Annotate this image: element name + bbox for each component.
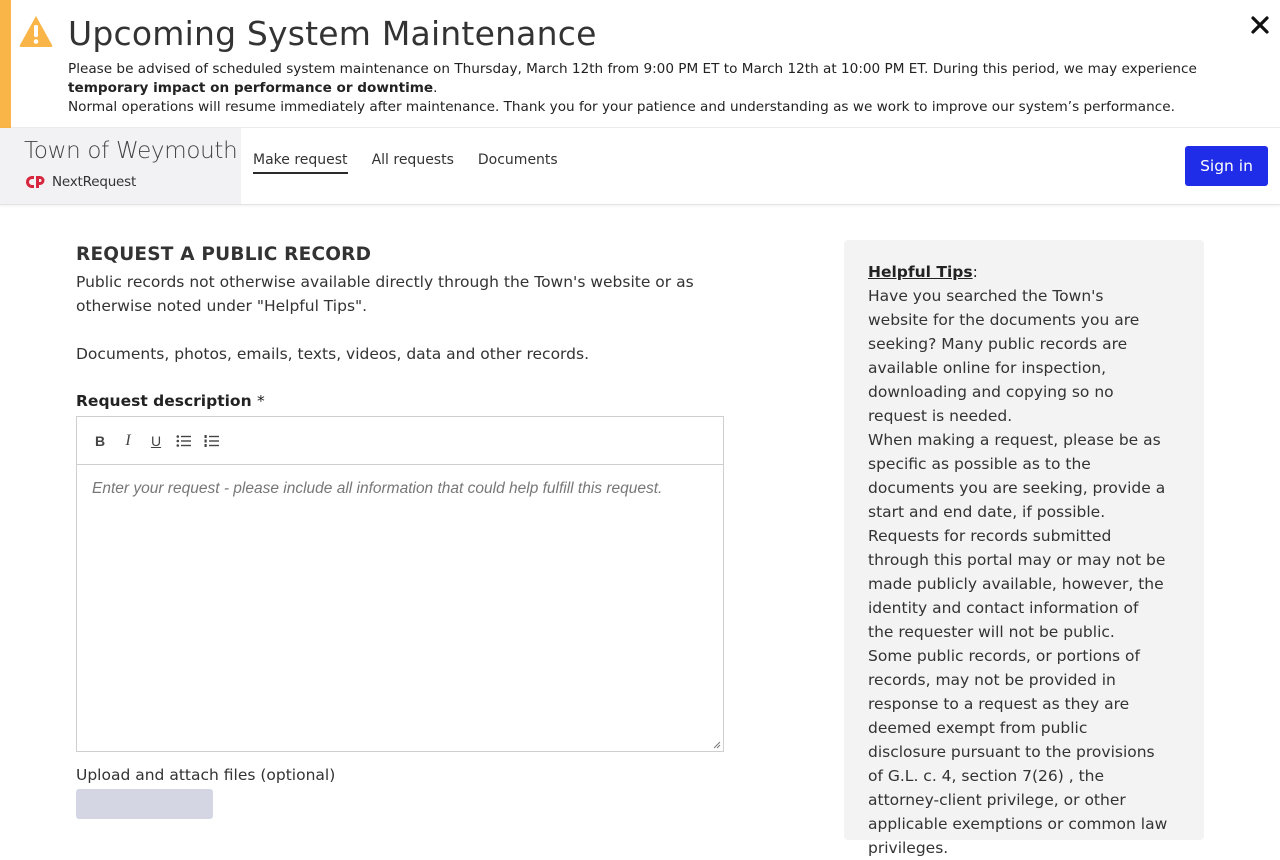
- helpful-tips-panel: [844, 240, 1204, 857]
- banner-title: Upcoming System Maintenance: [68, 14, 597, 53]
- nextrequest-label: NextRequest: [52, 174, 137, 190]
- tip-paragraph: Requests for records submitted through this portal may or may not be made publicly available, however, the identity and contact information of the requester will not be public.: [868, 527, 1166, 641]
- sign-in-button[interactable]: Sign in: [1185, 146, 1268, 186]
- banner-message-line2: Normal operations will resume immediately after maintenance. Thank you for your patience and understanding as we work to improve our system’s performance.: [68, 99, 1175, 115]
- nextrequest-logo: [24, 173, 136, 191]
- required-marker: *: [257, 392, 265, 410]
- tip-paragraph: Some public records, or portions of records, may not be provided in response to a request as they are deemed exempt from public disclosure pursuant to the provisions of G.L. c. 4, section 7(26) , the attorney-client privilege, or other applicable exemptions or common law privileges.: [868, 647, 1168, 857]
- upload-files-button[interactable]: [76, 789, 213, 819]
- page-title: REQUEST A PUBLIC RECORD: [76, 244, 372, 265]
- banner-message-part1: Please be advised of scheduled system maintenance on Thursday, March 12th from 9:00 PM ET to March 12th at 10:00 PM ET. During this period, we may experience: [68, 61, 1197, 77]
- underline-button[interactable]: U: [150, 432, 162, 449]
- editor-toolbar: [77, 417, 723, 465]
- helpful-tips-colon: :: [972, 263, 978, 281]
- site-header: [0, 128, 1280, 205]
- banner-accent-bar: [0, 0, 11, 128]
- nav-documents[interactable]: Documents: [477, 152, 558, 168]
- bullet-list-button[interactable]: [175, 432, 193, 450]
- numbered-list-button[interactable]: [203, 432, 221, 450]
- request-description-editor: [76, 416, 724, 752]
- request-description-input[interactable]: Enter your request - please include all information that could help fulfill this request.: [92, 480, 663, 497]
- numbered-list-icon: [204, 434, 220, 448]
- upload-files-label: Upload and attach files (optional): [76, 766, 336, 784]
- intro-text: [76, 270, 736, 390]
- brand-name: Town of Weymouth: [24, 138, 238, 164]
- banner-message-part2: .: [433, 80, 438, 96]
- helpful-tips-body: [868, 284, 1168, 860]
- maintenance-banner: [0, 0, 1280, 128]
- nav-all-requests[interactable]: All requests: [371, 152, 454, 168]
- banner-message: [68, 60, 1238, 117]
- warning-icon: [18, 14, 54, 48]
- intro-paragraph-2: Documents, photos, emails, texts, videos, data and other records.: [76, 345, 589, 363]
- helpful-tips-title: Helpful Tips: [868, 263, 973, 281]
- nav-make-request[interactable]: Make request: [253, 152, 348, 174]
- bullet-list-icon: [176, 434, 192, 448]
- nextrequest-logo-icon: [24, 175, 46, 189]
- intro-paragraph-1: Public records not otherwise available directly through the Town's website or as otherwise noted under "Helpful Tips".: [76, 273, 694, 315]
- bold-button[interactable]: B: [94, 432, 106, 449]
- request-description-label-text: Request description: [76, 392, 252, 410]
- main-nav: [253, 152, 558, 174]
- tip-paragraph: Have you searched the Town's website for the documents you are seeking? Many public records are available online for inspection, downloading and copying so no request is needed.: [868, 287, 1140, 425]
- tip-paragraph: When making a request, please be as specific as possible as to the documents you are seeking, provide a start and end date, if possible.: [868, 431, 1166, 521]
- helpful-tips-heading: [868, 260, 1180, 284]
- brand-block[interactable]: [0, 128, 241, 204]
- request-description-label: [76, 392, 265, 410]
- close-icon[interactable]: [1247, 12, 1273, 38]
- italic-button[interactable]: I: [125, 431, 131, 449]
- resize-grip-icon[interactable]: [713, 741, 721, 749]
- banner-message-bold: temporary impact on performance or downtime: [68, 80, 434, 96]
